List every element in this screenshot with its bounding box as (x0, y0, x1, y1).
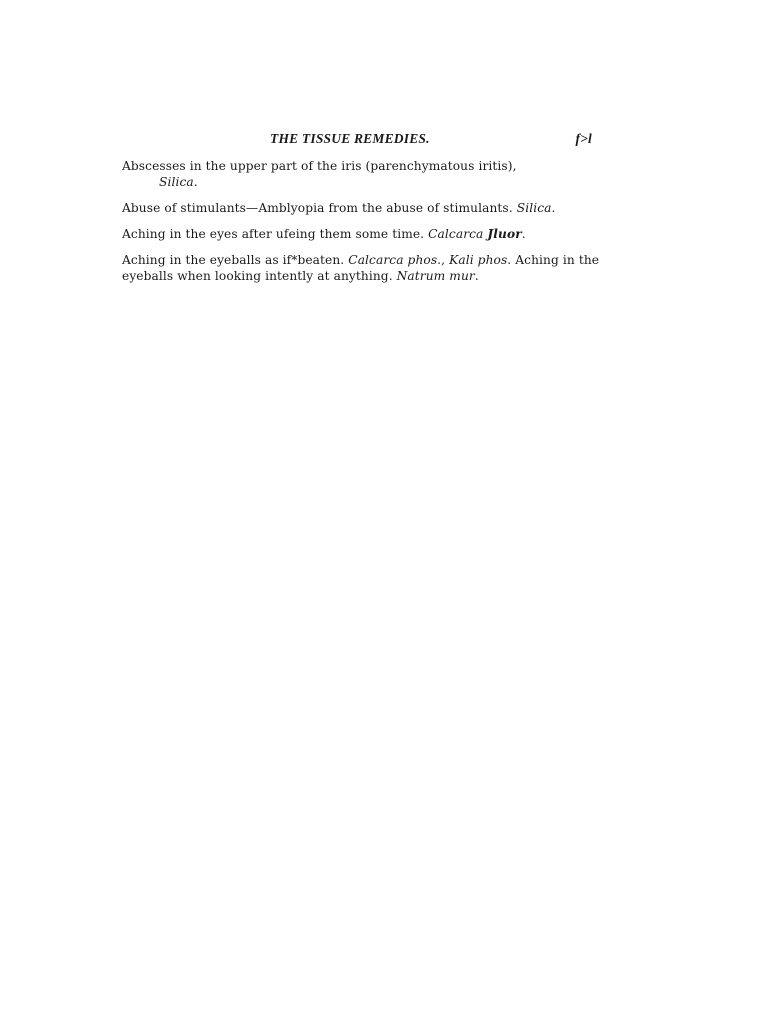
page-number: f>l (575, 131, 592, 146)
entry-remedy-line (122, 174, 602, 190)
entry-text: Aching in the eyes after ufeing them some time. (122, 227, 425, 241)
punctuation: . (551, 201, 556, 215)
punctuation: , (441, 253, 446, 267)
document-body (122, 158, 602, 294)
entry-text: Aching in the eyeballs as if*beaten. (122, 253, 345, 267)
remedy-name: Silica (159, 175, 194, 189)
punctuation: . (521, 227, 526, 241)
entry-aching-eyes (122, 226, 602, 242)
entry-abuse-of-stimulants (122, 200, 602, 216)
punctuation: . (474, 269, 479, 283)
entry-text: Abuse of stimulants—Amblyopia from the abuse of stimulants. (122, 201, 513, 215)
running-header (122, 131, 592, 151)
remedy-name: Kali phos. (449, 253, 512, 267)
remedy-name: Calcarca (428, 227, 484, 241)
remedy-name: Natrum mur (396, 269, 475, 283)
remedy-name: Calcarca phos. (348, 253, 442, 267)
remedy-name: Silica (516, 201, 552, 215)
punctuation: . (193, 175, 198, 189)
running-title: THE TISSUE REMEDIES. (270, 131, 430, 146)
entry-aching-eyeballs (122, 252, 602, 284)
entry-text: Aching (515, 253, 559, 267)
entry-text: in the eyeballs when looking intently at anything. (122, 253, 600, 283)
entry-abscesses (122, 158, 602, 190)
remedy-name-bold: Jluor (487, 227, 522, 241)
entry-text: Abscesses in the upper part of the iris (parenchymatous iritis), (122, 159, 517, 173)
